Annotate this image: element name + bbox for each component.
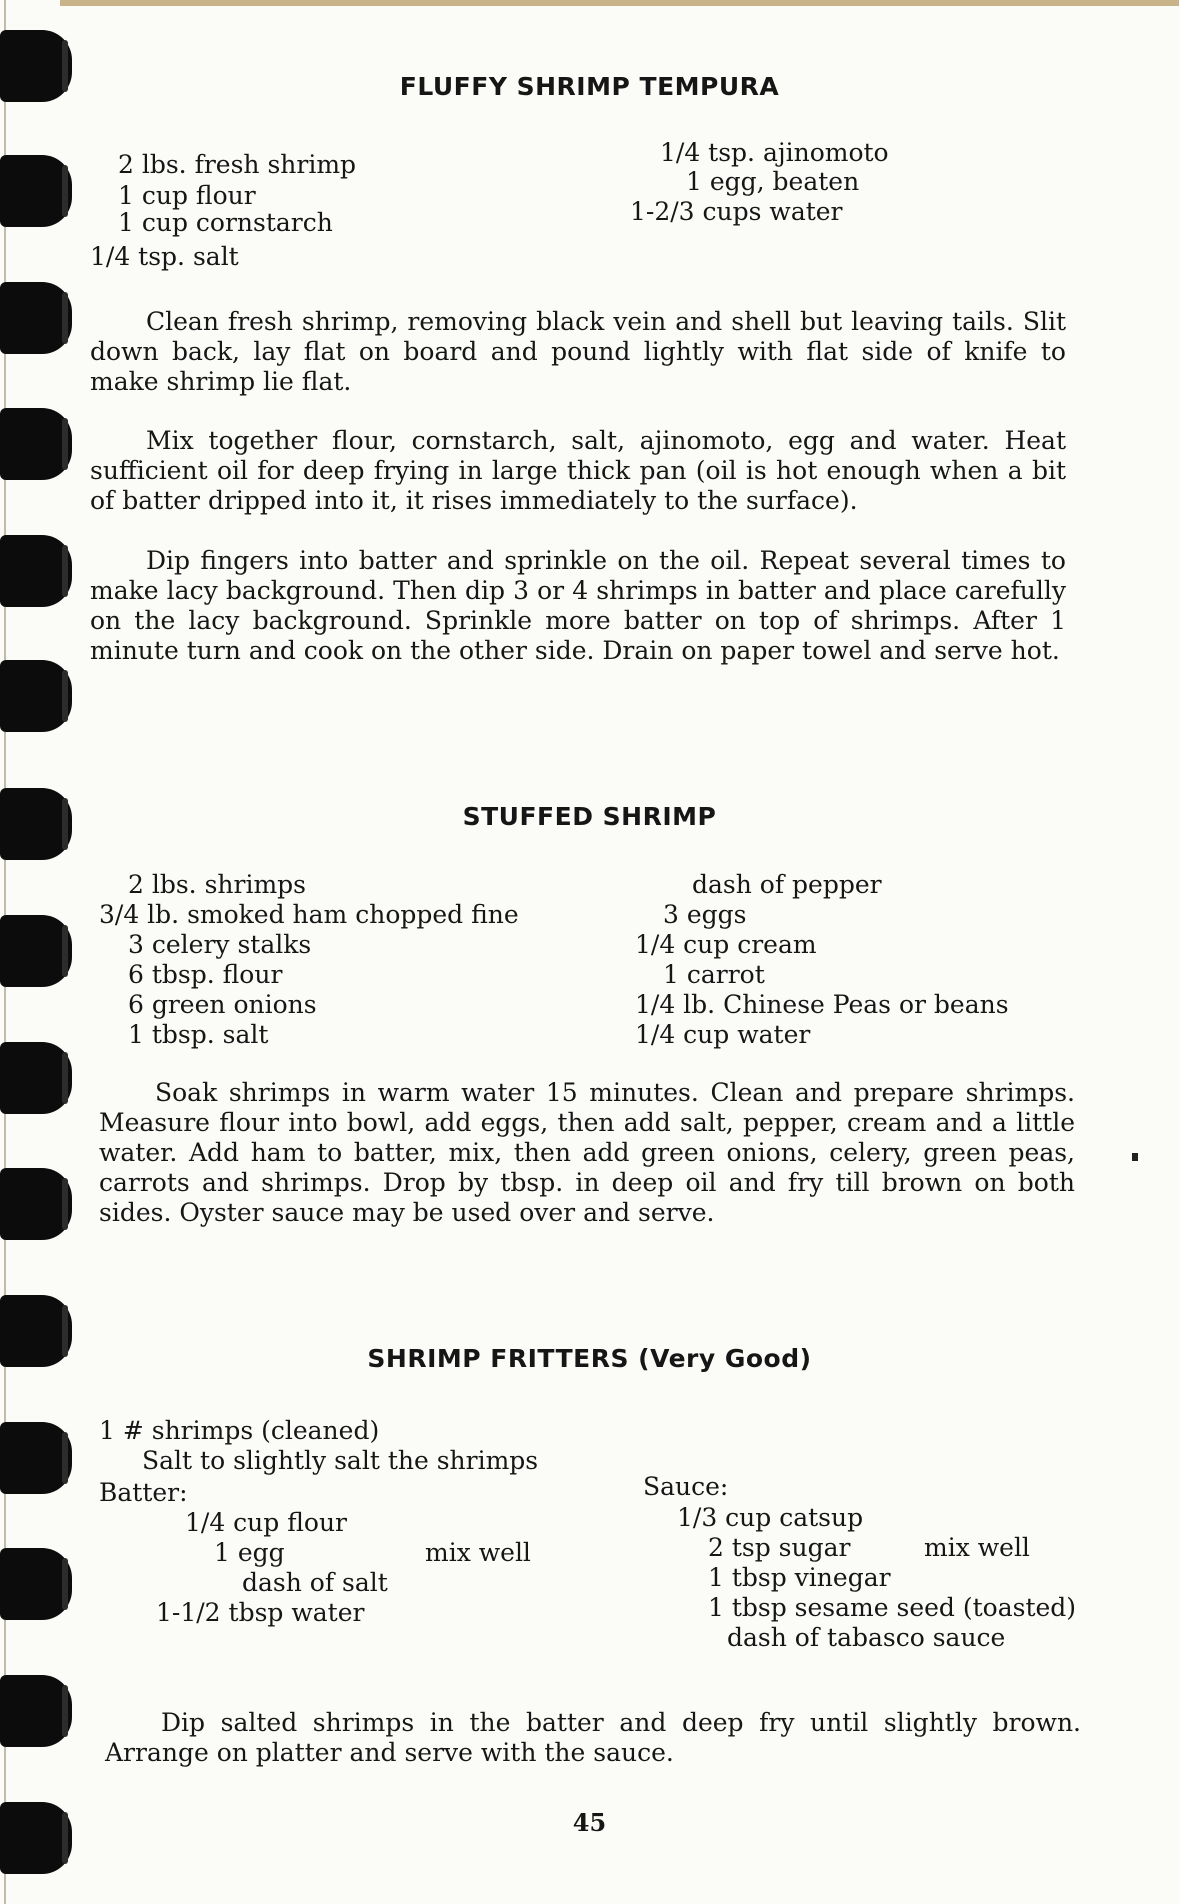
recipe-title: FLUFFY SHRIMP TEMPURA <box>399 72 780 101</box>
recipe-title <box>0 1344 1179 1373</box>
binding-ring <box>0 915 72 987</box>
instruction-text: Dip salted shrimps in the batter and deep fry until slightly brown. Arrange on platter and serve with the sauce. <box>105 1708 1081 1767</box>
binding-ring <box>0 660 72 732</box>
binding-ring <box>0 408 72 480</box>
instruction-paragraph <box>105 1708 1081 1768</box>
spiral-binding <box>0 0 78 1904</box>
ingredient: 2 tsp sugar <box>708 1533 851 1562</box>
sauce-label: Sauce: <box>643 1472 729 1501</box>
recipe-title-text: SHRIMP FRITTERS <box>367 1344 629 1373</box>
recipe-title-note: (Very Good) <box>638 1344 812 1373</box>
binding-ring <box>0 155 72 227</box>
ingredient: 1/4 cup cream <box>635 930 817 959</box>
ingredient: 1/3 cup catsup <box>677 1503 864 1532</box>
instruction-text: Dip fingers into batter and sprinkle on the oil. Repeat several times to make lacy background. Then dip 3 or 4 shrimps in batter and place carefully on the lacy background. Sprinkle more batter on top of shrimps. After 1 minute turn and cook on the other side. Drain on paper towel and serve hot. <box>90 546 1066 665</box>
instruction-paragraph <box>90 546 1066 666</box>
ingredient: 1 cup flour <box>118 181 256 210</box>
instruction-text: Clean fresh shrimp, removing black vein and shell but leaving tails. Slit down back, lay flat on board and pound lightly with flat side of knife to make shrimp lie flat. <box>90 307 1066 396</box>
ingredient: 2 lbs. shrimps <box>128 870 306 899</box>
ingredient: 1/4 tsp. ajinomoto <box>660 138 889 167</box>
ingredient: 3 celery stalks <box>128 930 312 959</box>
ingredient: 1-1/2 tbsp water <box>156 1598 365 1627</box>
sauce-note: mix well <box>924 1533 1030 1562</box>
ingredient: 3/4 lb. smoked ham chopped fine <box>99 900 519 929</box>
ingredient: 1/4 lb. Chinese Peas or beans <box>635 990 1009 1019</box>
ingredient: 6 tbsp. flour <box>128 960 283 989</box>
ingredient: 2 lbs. fresh shrimp <box>118 150 357 179</box>
instruction-paragraph <box>99 1078 1075 1228</box>
batter-label: Batter: <box>99 1478 188 1507</box>
instruction-paragraph <box>90 307 1066 397</box>
instruction-text: Mix together flour, cornstarch, salt, ajinomoto, egg and water. Heat sufficient oil for deep frying in large thick pan (oil is hot enough when a bit of batter dripped into it, it rises immediately to the surface). <box>90 426 1066 515</box>
ingredient: 6 green onions <box>128 990 317 1019</box>
ingredient: 1-2/3 cups water <box>630 197 843 226</box>
binding-ring <box>0 1042 72 1114</box>
binding-ring <box>0 1422 72 1494</box>
ingredient: 1/4 cup water <box>635 1020 811 1049</box>
binding-ring <box>0 282 72 354</box>
binding-ring <box>0 535 72 607</box>
page-number: 45 <box>572 1808 607 1837</box>
ingredient: 1/4 cup flour <box>185 1508 348 1537</box>
batter-note: mix well <box>425 1538 531 1567</box>
recipe-title: STUFFED SHRIMP <box>462 802 717 831</box>
instruction-paragraph <box>90 426 1066 516</box>
ingredient: dash of salt <box>242 1568 388 1597</box>
binding-ring <box>0 1548 72 1620</box>
stray-mark <box>1132 1153 1138 1161</box>
ingredient: 1 tbsp vinegar <box>708 1563 891 1592</box>
instruction-text: Soak shrimps in warm water 15 minutes. Clean and prepare shrimps. Measure flour into bowl, add eggs, then add salt, pepper, cream and a little water. Add ham to batter, mix, then add green onions, celery, green peas, carrots and shrimps. Drop by tbsp. in deep oil and fry till brown on both sides. Oyster sauce may be used over and serve. <box>99 1078 1075 1227</box>
ingredient: 3 eggs <box>663 900 747 929</box>
ingredient: 1 cup cornstarch <box>118 208 333 237</box>
ingredient: 1 carrot <box>663 960 765 989</box>
ingredient: dash of pepper <box>692 870 882 899</box>
ingredient: 1/4 tsp. salt <box>90 242 239 271</box>
ingredient: 1 egg, beaten <box>686 167 860 196</box>
ingredient: 1 # shrimps (cleaned) <box>99 1416 380 1445</box>
ingredient: Salt to slightly salt the shrimps <box>142 1446 539 1475</box>
ingredient: 1 egg <box>214 1538 285 1567</box>
binding-ring <box>0 1675 72 1747</box>
ingredient: dash of tabasco sauce <box>727 1623 1006 1652</box>
ingredient: 1 tbsp sesame seed (toasted) <box>708 1593 1077 1622</box>
page-top-edge <box>60 0 1179 6</box>
binding-ring <box>0 1168 72 1240</box>
ingredient: 1 tbsp. salt <box>128 1020 269 1049</box>
